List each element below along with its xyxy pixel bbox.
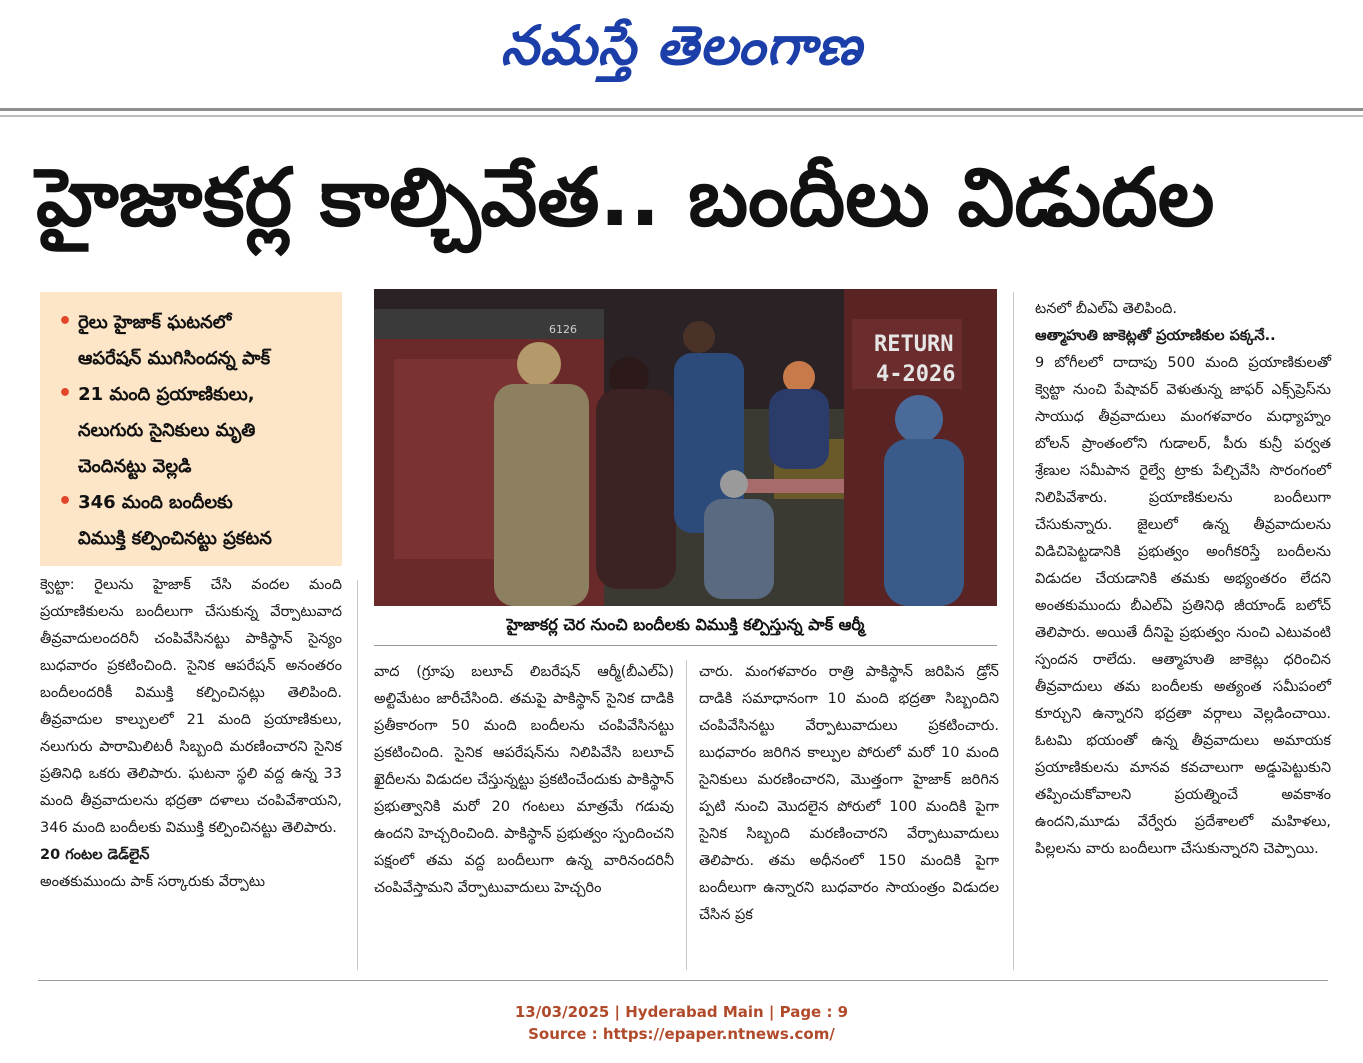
column-divider xyxy=(686,660,687,970)
article-subhead: 20 గంటల డెడ్‌లైన్ xyxy=(40,847,150,863)
bullet-icon: • xyxy=(58,381,73,406)
masthead-rule-thin xyxy=(0,115,1363,117)
sign-number: 4-2026 xyxy=(876,362,956,387)
highlight-text: విముక్తి కల్పించినట్టు ప్రకటన xyxy=(78,528,272,549)
article-column-4 xyxy=(1035,296,1331,970)
footer-date-edition: 13/03/2025 | Hyderabad Main | Page : 9 xyxy=(514,1003,849,1021)
masthead-rule xyxy=(0,108,1363,111)
article-paragraph: అంతకుముందు పాక్ సర్కారుకు వేర్పాటు xyxy=(40,874,266,890)
highlight-text: ఆపరేషన్ ముగిసిందన్న పాక్ xyxy=(78,348,271,369)
article-paragraph: క్వెట్టా: రైలును హైజాక్ చేసి వందల మంది ప్రయాణికులను బందీలుగా చేసుకున్న వేర్పాటువాద తీవ్రవాదులందరినీ చంపివేసినట్టు పాకిస్థాన్ సైన్యం బుధవారం ప్రకటించింది. సైనిక ఆపరేషన్ అనంతరం బందీలందరికీ విముక్తి కల్పించినట్లు తెలిపింది. తీవ్రవాదుల కాల్పులలో 21 మంది ప్రయాణికులు, నలుగురు పారామిలిటరీ సిబ్బంది మరణించారని సైనిక ప్రతినిధి ఒకరు తెలిపారు. ఘటనా స్థలి వద్ద ఉన్న 33 మంది తీవ్రవాదులను భద్రతా దళాలు చంపివేశాయని, 346 మంది బందీలకు విముక్తి కల్పించినట్టు తెలిపారు. xyxy=(40,577,342,836)
sign-return: RETURN xyxy=(874,332,954,357)
article-paragraph: టనలో బీఎల్ఏ తెలిపింది. xyxy=(1035,301,1178,317)
article-paragraph: చారు. మంగళవారం రాత్రి పాకిస్థాన్ జరిపిన డ్రోన్ దాడికి సమాధానంగా 10 మంది భద్రతా సిబ్బందిని చంపివేసినట్టు వేర్పాటువాదులు ప్రకటించారు. బుధవారం జరిగిన కాల్పుల పోరులో మరో 10 మంది సైనికులు మరణించారని, మొత్తంగా హైజాక్ జరిగిన ప్పటి నుంచి మొదలైన పోరులో 100 మందికి పైగా సైనిక సిబ్బంది మరణించారని వేర్పాటువాదులు తెలిపారు. తమ అధీనంలో 150 మందికి పైగా బందీలుగా ఉన్నారని బుధవారం సాయంత్రం విడుదల చేసిన ప్రక xyxy=(699,664,999,923)
caption-rule xyxy=(374,645,997,646)
masthead xyxy=(0,0,1363,108)
car-number: 6126 xyxy=(549,323,577,336)
article-column-3 xyxy=(699,659,999,969)
bullet-icon: • xyxy=(58,309,73,334)
highlight-item-2 xyxy=(58,376,338,485)
article-paragraph: వాద (గ్రూపు బలూచ్ లిబరేషన్ ఆర్మీ(బీఎల్ఏ) అల్టిమేటం జారీచేసింది. తమపై పాకిస్థాన్ సైనిక దాడికి ప్రతీకారంగా 50 మంది బందీలను చంపివేసినట్టు ప్రకటించింది. సైనిక ఆపరేషన్‌ను నిలిపివేసి బలూచ్ ఖైదీలను విడుదల చేస్తున్నట్టు ప్రకటించేందుకు పాకిస్థాన్ ప్రభుత్వానికి మరో 20 గంటలు మాత్రమే గడువు ఉందని హెచ్చరించింది. పాకిస్థాన్ ప్రభుత్వం స్పందించని పక్షంలో తమ వద్ద బందీలుగా ఉన్న వారినందరినీ చంపివేస్తామని వేర్పాటువాదులు హెచ్చరిం xyxy=(374,664,674,896)
article-column-1 xyxy=(40,572,342,972)
column-divider xyxy=(357,580,358,970)
highlight-text: 346 మంది బందీలకు xyxy=(78,492,233,513)
highlights-box xyxy=(40,292,342,566)
article-subhead: ఆత్మాహుతి జాకెట్లతో ప్రయాణికుల పక్కనే.. xyxy=(1035,328,1276,344)
footer-rule xyxy=(38,980,1328,981)
article-paragraph: 9 బోగీలలో దాదాపు 500 మంది ప్రయాణికులతో క్వెట్టా నుంచి పేషావర్ వెళుతున్న జాఫర్ ఎక్స్‌ప్రెస్‌ను సాయుధ తీవ్రవాదులు మంగళవారం మధ్యాహ్నం బోలన్ ప్రాంతంలోని గుడాలర్, పీరు కున్రీ పర్వత శ్రేణుల సమీపాన రైల్వే ట్రాకు పేల్చివేసి సొరంగంలో నిలిపివేశారు. ప్రయాణికులను బందీలుగా చేసుకున్నారు. జైలులో ఉన్న తీవ్రవాదులను విడిచిపెట్టడానికి ప్రభుత్వం అంగీకరిస్తే బందీలను విడుదల చేయడానికి తమకు అభ్యంతరం లేదని అంతకుముందు బీఎల్ఏ ప్రతినిధి జీయాండ్ బలోచ్ తెలిపారు. అయితే దీనిపై ప్రభుత్వం నుంచి ఎటువంటి స్పందన రాలేదు. ఆత్మాహుతి జాకెట్లు ధరించిన తీవ్రవాదులు తమ బందీలకు అత్యంత సమీపంలో కూర్చుని ఉన్నారని భద్రతా వర్గాలు వెల్లడించాయి. ఓటమి భయంతో ఉన్న తీవ్రవాదులు అమాయక ప్రయాణికులను మానవ కవచాలుగా అడ్డుపెట్టుకుని తప్పించుకోవాలని ప్రయత్నించే అవకాశం ఉందని,మూడు వేర్వేరు ప్రదేశాలలో మహిళలు, పిల్లలను వారు బందీలుగా చేసుకున్నారని చెప్పాయి. xyxy=(1035,355,1331,857)
highlight-text: నలుగురు సైనికులు మృతి xyxy=(78,420,256,441)
highlight-text: 21 మంది ప్రయాణికులు, xyxy=(78,384,255,405)
article-column-2 xyxy=(374,659,674,969)
newspaper-logo: నమస్తే తెలంగాణ xyxy=(500,14,863,77)
footer-source: Source : https://epaper.ntnews.com/ xyxy=(528,1025,835,1043)
highlight-text: రైలు హైజాక్ ఘటనలో xyxy=(78,312,232,333)
photo-illustration xyxy=(374,289,997,606)
highlight-item-1 xyxy=(58,304,338,377)
photo-caption: హైజాకర్ల చెర నుంచి బందీలకు విముక్తి కల్పిస్తున్న పాక్ ఆర్మీ xyxy=(506,615,865,634)
news-photo xyxy=(374,289,997,606)
highlight-item-3 xyxy=(58,484,338,557)
bullet-icon: • xyxy=(58,489,73,514)
highlight-text: చెందినట్టు వెల్లడి xyxy=(78,456,192,477)
headline: హైజాకర్ల కాల్చివేత.. బందీలు విడుదల xyxy=(36,151,1215,244)
column-divider xyxy=(1013,292,1014,970)
